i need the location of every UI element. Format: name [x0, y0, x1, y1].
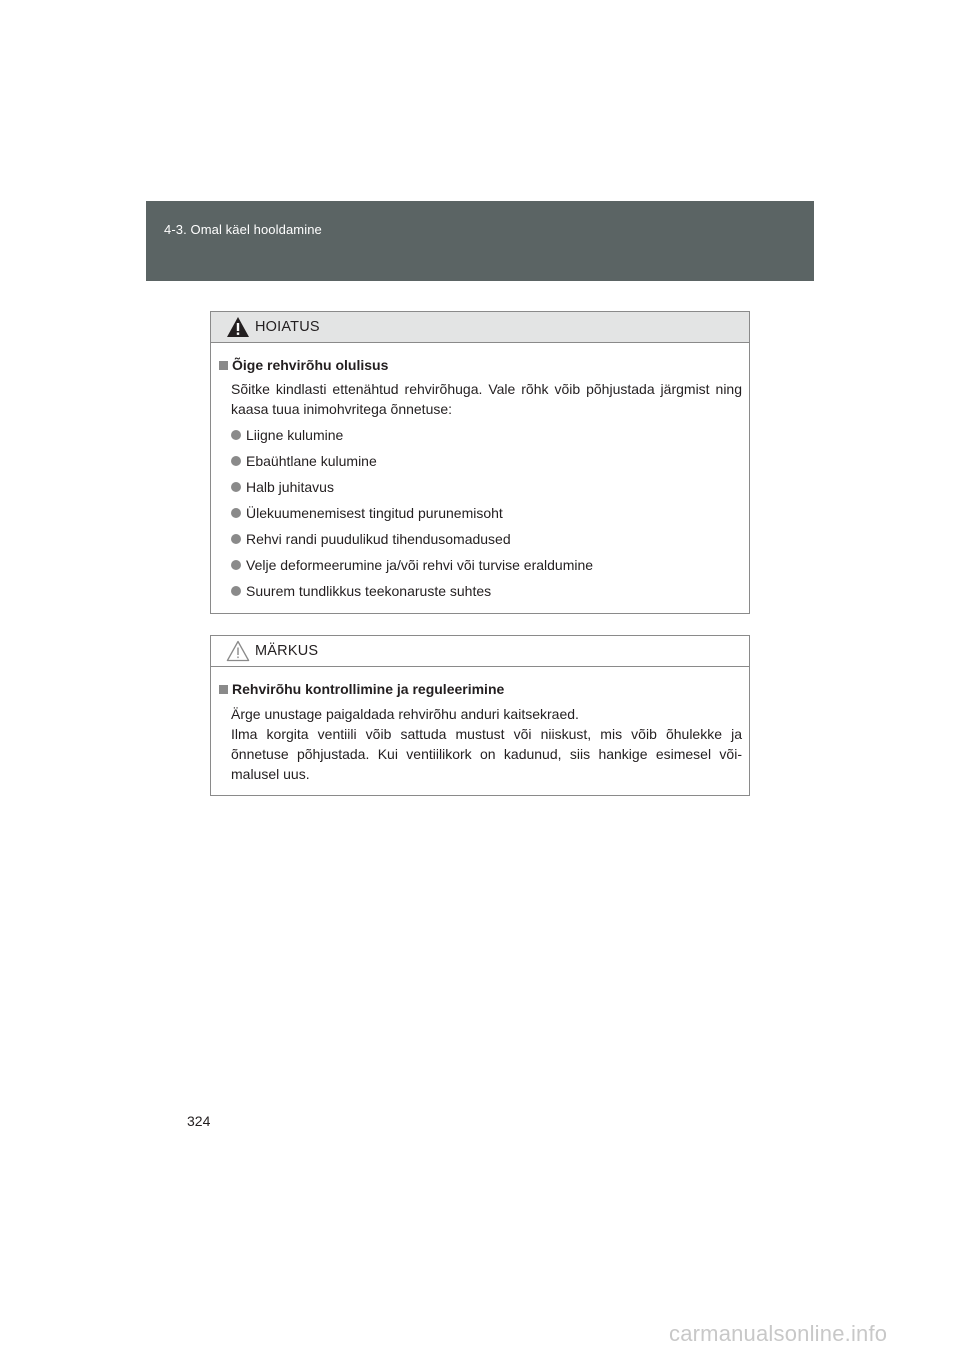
list-item	[231, 529, 742, 549]
list-item-text: Suurem tundlikkus teekonaruste suhtes	[246, 583, 492, 599]
notice-heading	[218, 679, 742, 699]
list-item	[231, 451, 742, 471]
warning-triangle-outline-icon	[226, 640, 250, 662]
bullet-dot-icon	[231, 482, 241, 492]
bullet-dot-icon	[231, 456, 241, 466]
list-item	[231, 425, 742, 445]
warning-body	[211, 343, 749, 601]
square-bullet-icon	[219, 685, 228, 694]
notice-box	[210, 635, 750, 796]
list-item	[231, 477, 742, 497]
warning-box	[210, 311, 750, 614]
warning-heading-text: Õige rehvirõhu olulisus	[232, 357, 389, 373]
bullet-dot-icon	[231, 508, 241, 518]
list-item	[231, 581, 742, 601]
notice-heading-text: Rehvirõhu kontrollimine ja reguleerimine	[232, 681, 505, 697]
notice-line-2: Ilma korgita ventiili võib sattuda mustust või niiskust, mis võib õhulekke ja õnnetuse põhjustada. Kui ventiilikork on kadunud, siis hankige esimesel või-malusel uus.	[231, 726, 742, 782]
square-bullet-icon	[219, 361, 228, 370]
warning-heading	[218, 355, 742, 375]
notice-text	[218, 704, 742, 784]
notice-box-header	[211, 636, 749, 667]
bullet-dot-icon	[231, 560, 241, 570]
bullet-dot-icon	[231, 430, 241, 440]
notice-title: MÄRKUS	[255, 643, 319, 659]
section-title: 4-3. Omal käel hooldamine	[164, 222, 322, 237]
list-item-text: Liigne kulumine	[246, 427, 344, 443]
list-item	[231, 555, 742, 575]
bullet-dot-icon	[231, 586, 241, 596]
list-item-text: Halb juhitavus	[246, 479, 334, 495]
warning-box-header	[211, 312, 749, 343]
list-item-text: Ülekuumenemisest tingitud purunemisoht	[246, 505, 503, 521]
watermark: carmanualsonline.info	[669, 1321, 888, 1346]
warning-list	[218, 425, 742, 601]
list-item-text: Velje deformeerumine ja/või rehvi või turvise eraldumine	[246, 557, 594, 573]
warning-intro: Sõitke kindlasti ettenähtud rehvirõhuga. Vale rõhk võib põhjustada järgmist ning kaasa tuua inimohvritega õnnetuse:	[231, 381, 742, 417]
warning-triangle-filled-icon	[226, 316, 250, 338]
page-number: 324	[187, 1113, 211, 1129]
notice-body	[211, 667, 749, 784]
list-item-text: Rehvi randi puudulikud tihendusomadused	[246, 531, 511, 547]
chapter-header	[146, 201, 814, 281]
bullet-dot-icon	[231, 534, 241, 544]
list-item	[231, 503, 742, 523]
list-item-text: Ebaühtlane kulumine	[246, 453, 377, 469]
warning-title: HOIATUS	[255, 319, 320, 335]
notice-line-1: Ärge unustage paigaldada rehvirõhu anduri kaitsekraed.	[231, 706, 579, 722]
